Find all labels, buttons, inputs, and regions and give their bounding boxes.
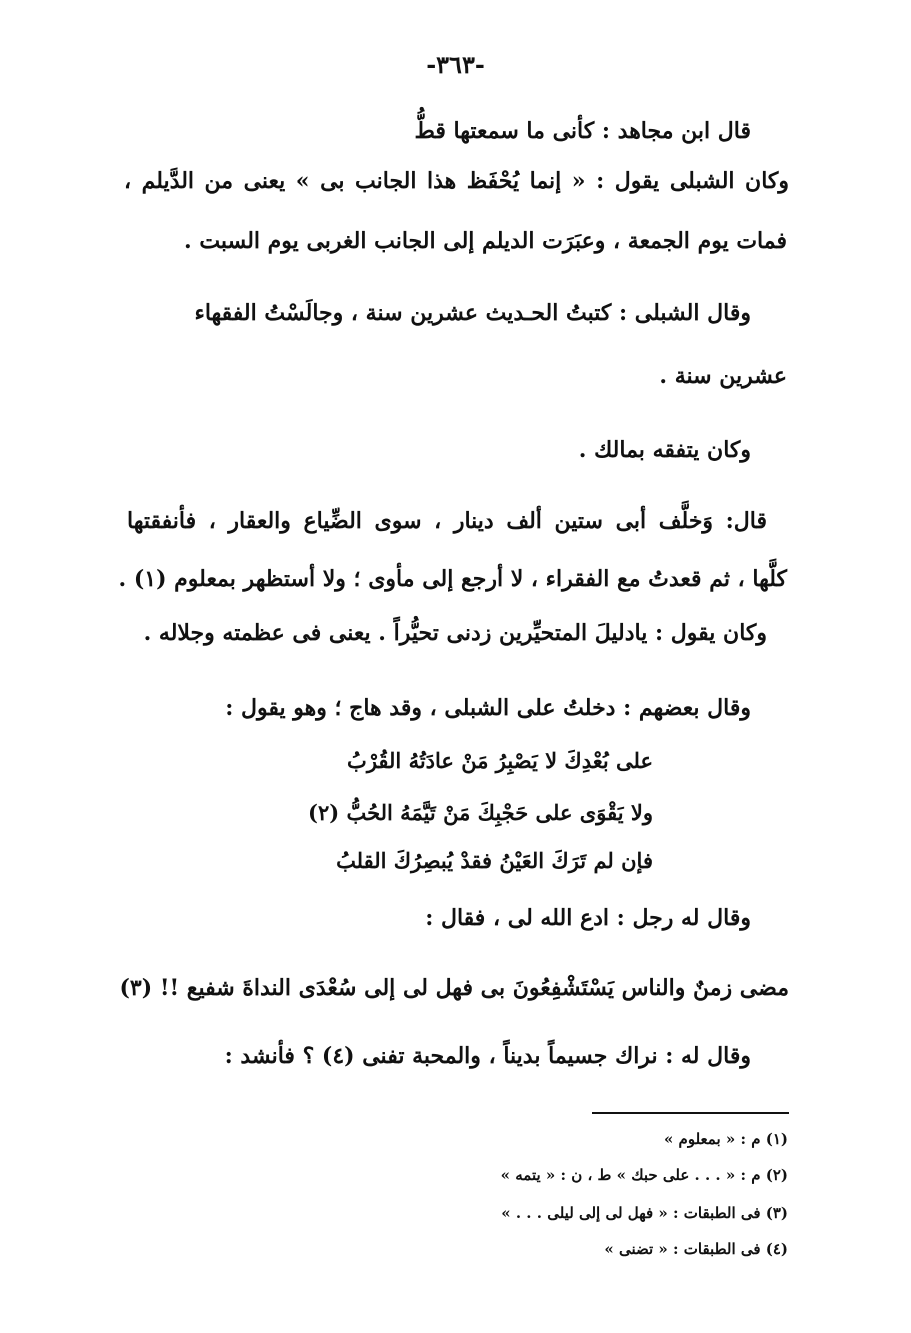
text-line-6: وكان يتفقه بمالك . xyxy=(578,437,751,463)
text-line-2: وكان الشبلى يقول : « إنما يُحْفَظ هذا الجانب بى » يعنى من الدَّيلم ، xyxy=(124,168,789,194)
footnote-separator xyxy=(592,1112,789,1114)
verse-line-3: فإن لم تَرَكَ العَيْنُ فقدْ يُبصِرُكَ القلبُ xyxy=(336,848,653,873)
text-line-8: كلَّها ، ثم قعدتُ مع الفقراء ، لا أرجع إلى مأوى ؛ ولا أستظهر بمعلوم (١) . xyxy=(118,566,787,592)
text-line-3: فمات يوم الجمعة ، وعبَرَت الديلم إلى الجانب الغربى يوم السبت . xyxy=(184,228,787,254)
verse-line-2: ولا يَقْوَى على حَجْبِكَ مَنْ تَيَّمَهُ الحُبُّ (٢) xyxy=(308,800,653,825)
text-line-11: وقال له رجل : ادع الله لى ، فقال : xyxy=(425,905,751,931)
text-line-7: قال: وَخلَّف أبى ستين ألف دينار ، سوى الضِّياع والعقار ، فأنفقتها xyxy=(127,508,767,534)
footnote-1: (١) م : « بمعلوم » xyxy=(663,1130,788,1148)
page-number: -٣٦٣- xyxy=(426,50,485,79)
footnote-4: (٤) فى الطبقات : « تضنى » xyxy=(604,1240,788,1258)
footnote-3: (٣) فى الطبقات : « فهل لى إلى ليلى . . . » xyxy=(501,1204,788,1222)
footnote-2: (٢) م : « . . . على حبك » ط ، ن : « يتمه » xyxy=(500,1166,788,1184)
text-line-10: وقال بعضهم : دخلتُ على الشبلى ، وقد هاج ؛ وهو يقول : xyxy=(225,695,751,721)
text-line-12: مضى زمنٌ والناس يَسْتَشْفِعُونَ بى فهل لى إلى سُعْدَى النداةَ شفيع !! (٣) xyxy=(119,975,789,1001)
text-line-4: وقال الشبلى : كتبتُ الحـديث عشرين سنة ، وجالَسْتُ الفقهاء xyxy=(194,300,751,326)
text-line-5: عشرين سنة . xyxy=(659,363,787,389)
text-line-9: وكان يقول : يادليلَ المتحيِّرين زدنى تحيُّراً . يعنى فى عظمته وجلاله . xyxy=(143,620,767,646)
verse-line-1: على بُعْدِكَ لا يَصْبِرُ مَنْ عادَتُهُ القُرْبُ xyxy=(347,748,653,773)
text-line-13: وقال له : نراك جسيماً بديناً ، والمحبة تفنى (٤) ؟ فأنشد : xyxy=(224,1043,751,1069)
text-line-1: قال ابن مجاهد : كأنى ما سمعتها قطُّ xyxy=(414,118,751,144)
